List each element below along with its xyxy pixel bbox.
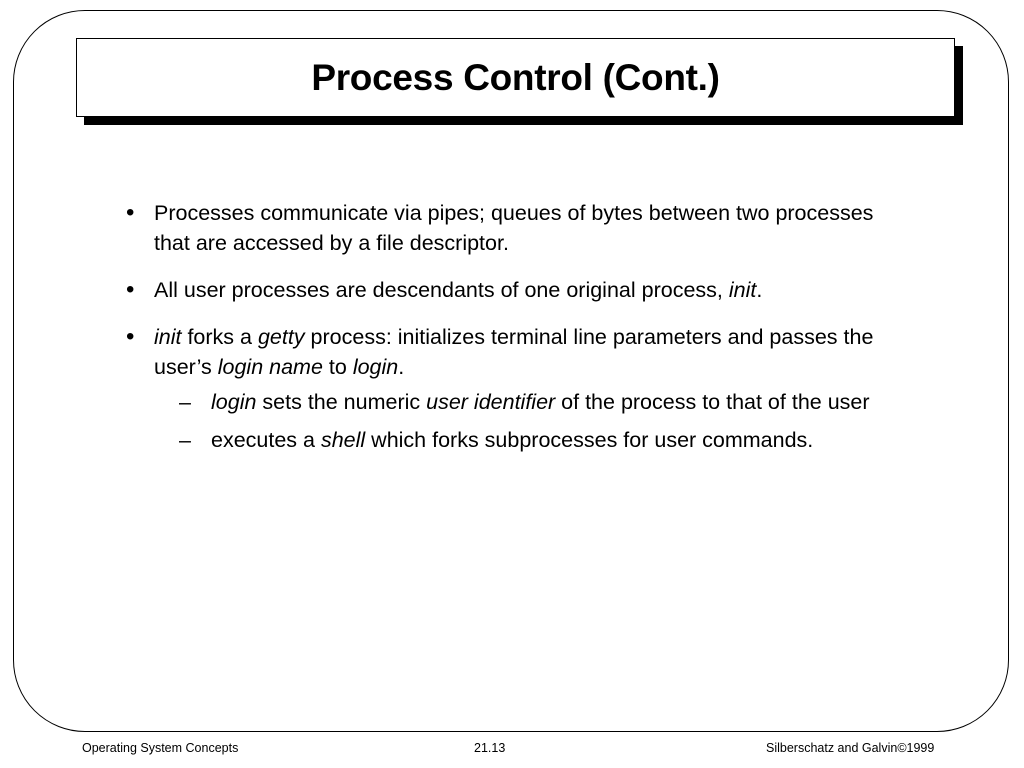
bullet-marker: • <box>126 276 135 303</box>
footer-copyright: Silberschatz and Galvin©1999 <box>766 741 935 755</box>
slide-body <box>126 198 886 461</box>
bullet-text: . <box>398 355 405 379</box>
slide-title: Process Control (Cont.) <box>311 56 720 98</box>
bullet-item <box>126 275 886 305</box>
sub-emphasis: login <box>211 390 257 414</box>
bullet-item <box>126 198 886 258</box>
footer-course-title: Operating System Concepts <box>82 741 239 755</box>
sub-text: executes a <box>211 428 321 452</box>
bullet-text: forks a <box>181 325 258 349</box>
bullet-item <box>126 322 886 382</box>
bullet-marker: • <box>126 199 135 226</box>
sub-text: sets the numeric <box>256 390 427 414</box>
sub-marker: – <box>179 390 191 414</box>
sub-text: of the process to that of the user <box>555 390 870 414</box>
sub-list <box>126 387 886 455</box>
title-box <box>76 38 955 117</box>
bullet-text: Processes communicate via pipes; queues of bytes between two processes that are accessed by a file descriptor. <box>154 201 874 255</box>
sub-marker: – <box>179 428 191 452</box>
bullet-text: process: initializes terminal line parameters and passes the user’s <box>154 325 874 379</box>
footer-page-number: 21.13 <box>474 741 506 755</box>
sub-item <box>126 425 886 455</box>
sub-item <box>126 387 886 417</box>
bullet-emphasis: init <box>728 278 757 302</box>
bullet-text: . <box>756 278 763 302</box>
bullet-emphasis: login <box>352 355 399 379</box>
bullet-emphasis: init <box>154 325 182 349</box>
bullet-text: to <box>322 355 353 379</box>
bullet-text: All user processes are descendants of one original process, <box>154 278 729 302</box>
sub-text: which forks subprocesses for user commands. <box>365 428 814 452</box>
bullet-marker: • <box>126 323 135 350</box>
sub-emphasis: shell <box>320 428 366 452</box>
sub-emphasis: user identifier <box>426 390 556 414</box>
bullet-emphasis: login name <box>217 355 323 379</box>
bullet-emphasis: getty <box>257 325 305 349</box>
